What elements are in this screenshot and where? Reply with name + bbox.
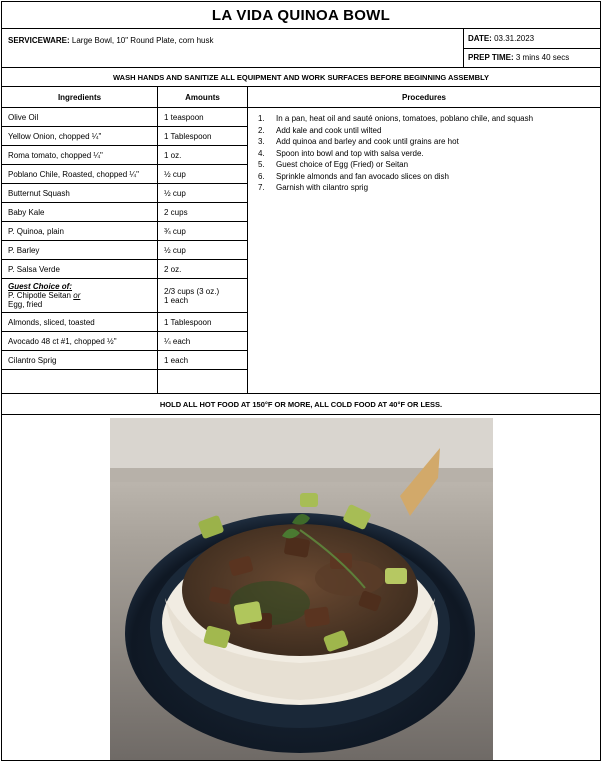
amounts-header: Amounts [158,87,247,108]
prep-time-cell [464,48,600,68]
or-word: or [73,291,81,300]
date-value: 03.31.2023 [494,33,535,43]
amount-cell: ½ cup [158,241,247,260]
amount-cell: ½ cup [158,184,247,203]
ingredients-column [2,87,158,393]
procedure-step [258,171,592,183]
serviceware-value: Large Bowl, 10" Round Plate, corn husk [71,36,214,45]
ingredient-cell: P. Quinoa, plain [2,222,157,241]
amounts-column [158,87,248,393]
step-number: 1. [258,114,265,123]
procedure-step [258,148,592,160]
step-number: 5. [258,160,265,169]
procedure-step [258,113,592,125]
hold-temperature-banner: HOLD ALL HOT FOOD AT 150°F OR MORE, ALL COLD FOOD AT 40°F OR LESS. [2,394,600,415]
step-text: Sprinkle almonds and fan avocado slices on dish [276,171,449,181]
guest-choice-amount-cell [158,279,247,313]
ingredient-cell: P. Barley [2,241,157,260]
amount-cell: 2 cups [158,203,247,222]
amount-cell: 1 teaspoon [158,108,247,127]
step-number: 7. [258,183,265,192]
step-number: 4. [258,148,265,158]
amount-cell: ¼ each [158,332,247,351]
date-label: DATE: [468,33,492,43]
guest-choice-option-1 [8,291,80,300]
guest-choice-cell [2,279,157,313]
ingredient-cell: Butternut Squash [2,184,157,203]
page-title: LA VIDA QUINOA BOWL [2,2,600,29]
recipe-table [2,87,600,394]
step-text: Guest choice of Egg (Fried) or Seitan [276,160,409,169]
procedures-header: Procedures [248,87,600,108]
ingredient-cell: Poblano Chile, Roasted, chopped ¼" [2,165,157,184]
dish-photo [110,418,493,760]
serviceware-label: SERVICEWARE: [8,36,70,45]
serviceware-row [2,29,600,68]
prep-time-label: PREP TIME: [468,53,514,63]
wash-hands-banner: WASH HANDS AND SANITIZE ALL EQUIPMENT AND WORK SURFACES BEFORE BEGINNING ASSEMBLY [2,68,600,87]
quinoa-bowl-image [110,418,493,760]
ingredient-cell: Roma tomato, chopped ¼" [2,146,157,165]
serviceware-cell [2,29,464,67]
step-text: In a pan, heat oil and sauté onions, tomatoes, poblano chile, and squash [276,114,534,123]
ingredient-cell: Cilantro Sprig [2,351,157,370]
step-text: Add quinoa and barley and cook until grains are hot [276,137,459,146]
amount-cell: 1 each [158,351,247,370]
date-cell [464,29,600,48]
ingredient-cell: Olive Oil [2,108,157,127]
step-text: Add kale and cook until wilted [276,125,382,135]
step-number: 3. [258,137,265,146]
procedure-list [248,108,600,194]
amount-cell: 1 Tablespoon [158,127,247,146]
amount-cell: 2 oz. [158,260,247,279]
ingredient-cell: Baby Kale [2,203,157,222]
procedure-step [258,182,592,194]
empty-cell [158,370,247,389]
ingredient-cell: Avocado 48 ct #1, chopped ½" [2,332,157,351]
step-text: Spoon into bowl and top with salsa verde. [276,148,424,158]
empty-cell [2,370,157,389]
ingredient-cell: P. Salsa Verde [2,260,157,279]
seitan-amount: 2/3 cups (3 oz.) [164,286,220,296]
seitan-option: P. Chipotle Seitan [8,291,72,300]
amount-cell: 1 Tablespoon [158,313,247,332]
amount-cell: ¾ cup [158,222,247,241]
guest-choice-label: Guest Choice of: [8,282,73,291]
step-number: 6. [258,171,265,181]
egg-option: Egg, fried [8,300,43,309]
meta-cells [464,29,600,67]
procedures-column [248,87,600,393]
step-text: Garnish with cilantro sprig [276,183,369,192]
ingredient-cell: Yellow Onion, chopped ¼" [2,127,157,146]
step-number: 2. [258,125,265,135]
procedure-step [258,136,592,148]
amount-cell: ½ cup [158,165,247,184]
prep-time-value: 3 mins 40 secs [515,53,570,63]
egg-amount: 1 each [164,295,189,305]
procedure-step [258,159,592,171]
ingredients-header: Ingredients [2,87,157,108]
ingredient-cell: Almonds, sliced, toasted [2,313,157,332]
procedure-step [258,125,592,137]
amount-cell: 1 oz. [158,146,247,165]
